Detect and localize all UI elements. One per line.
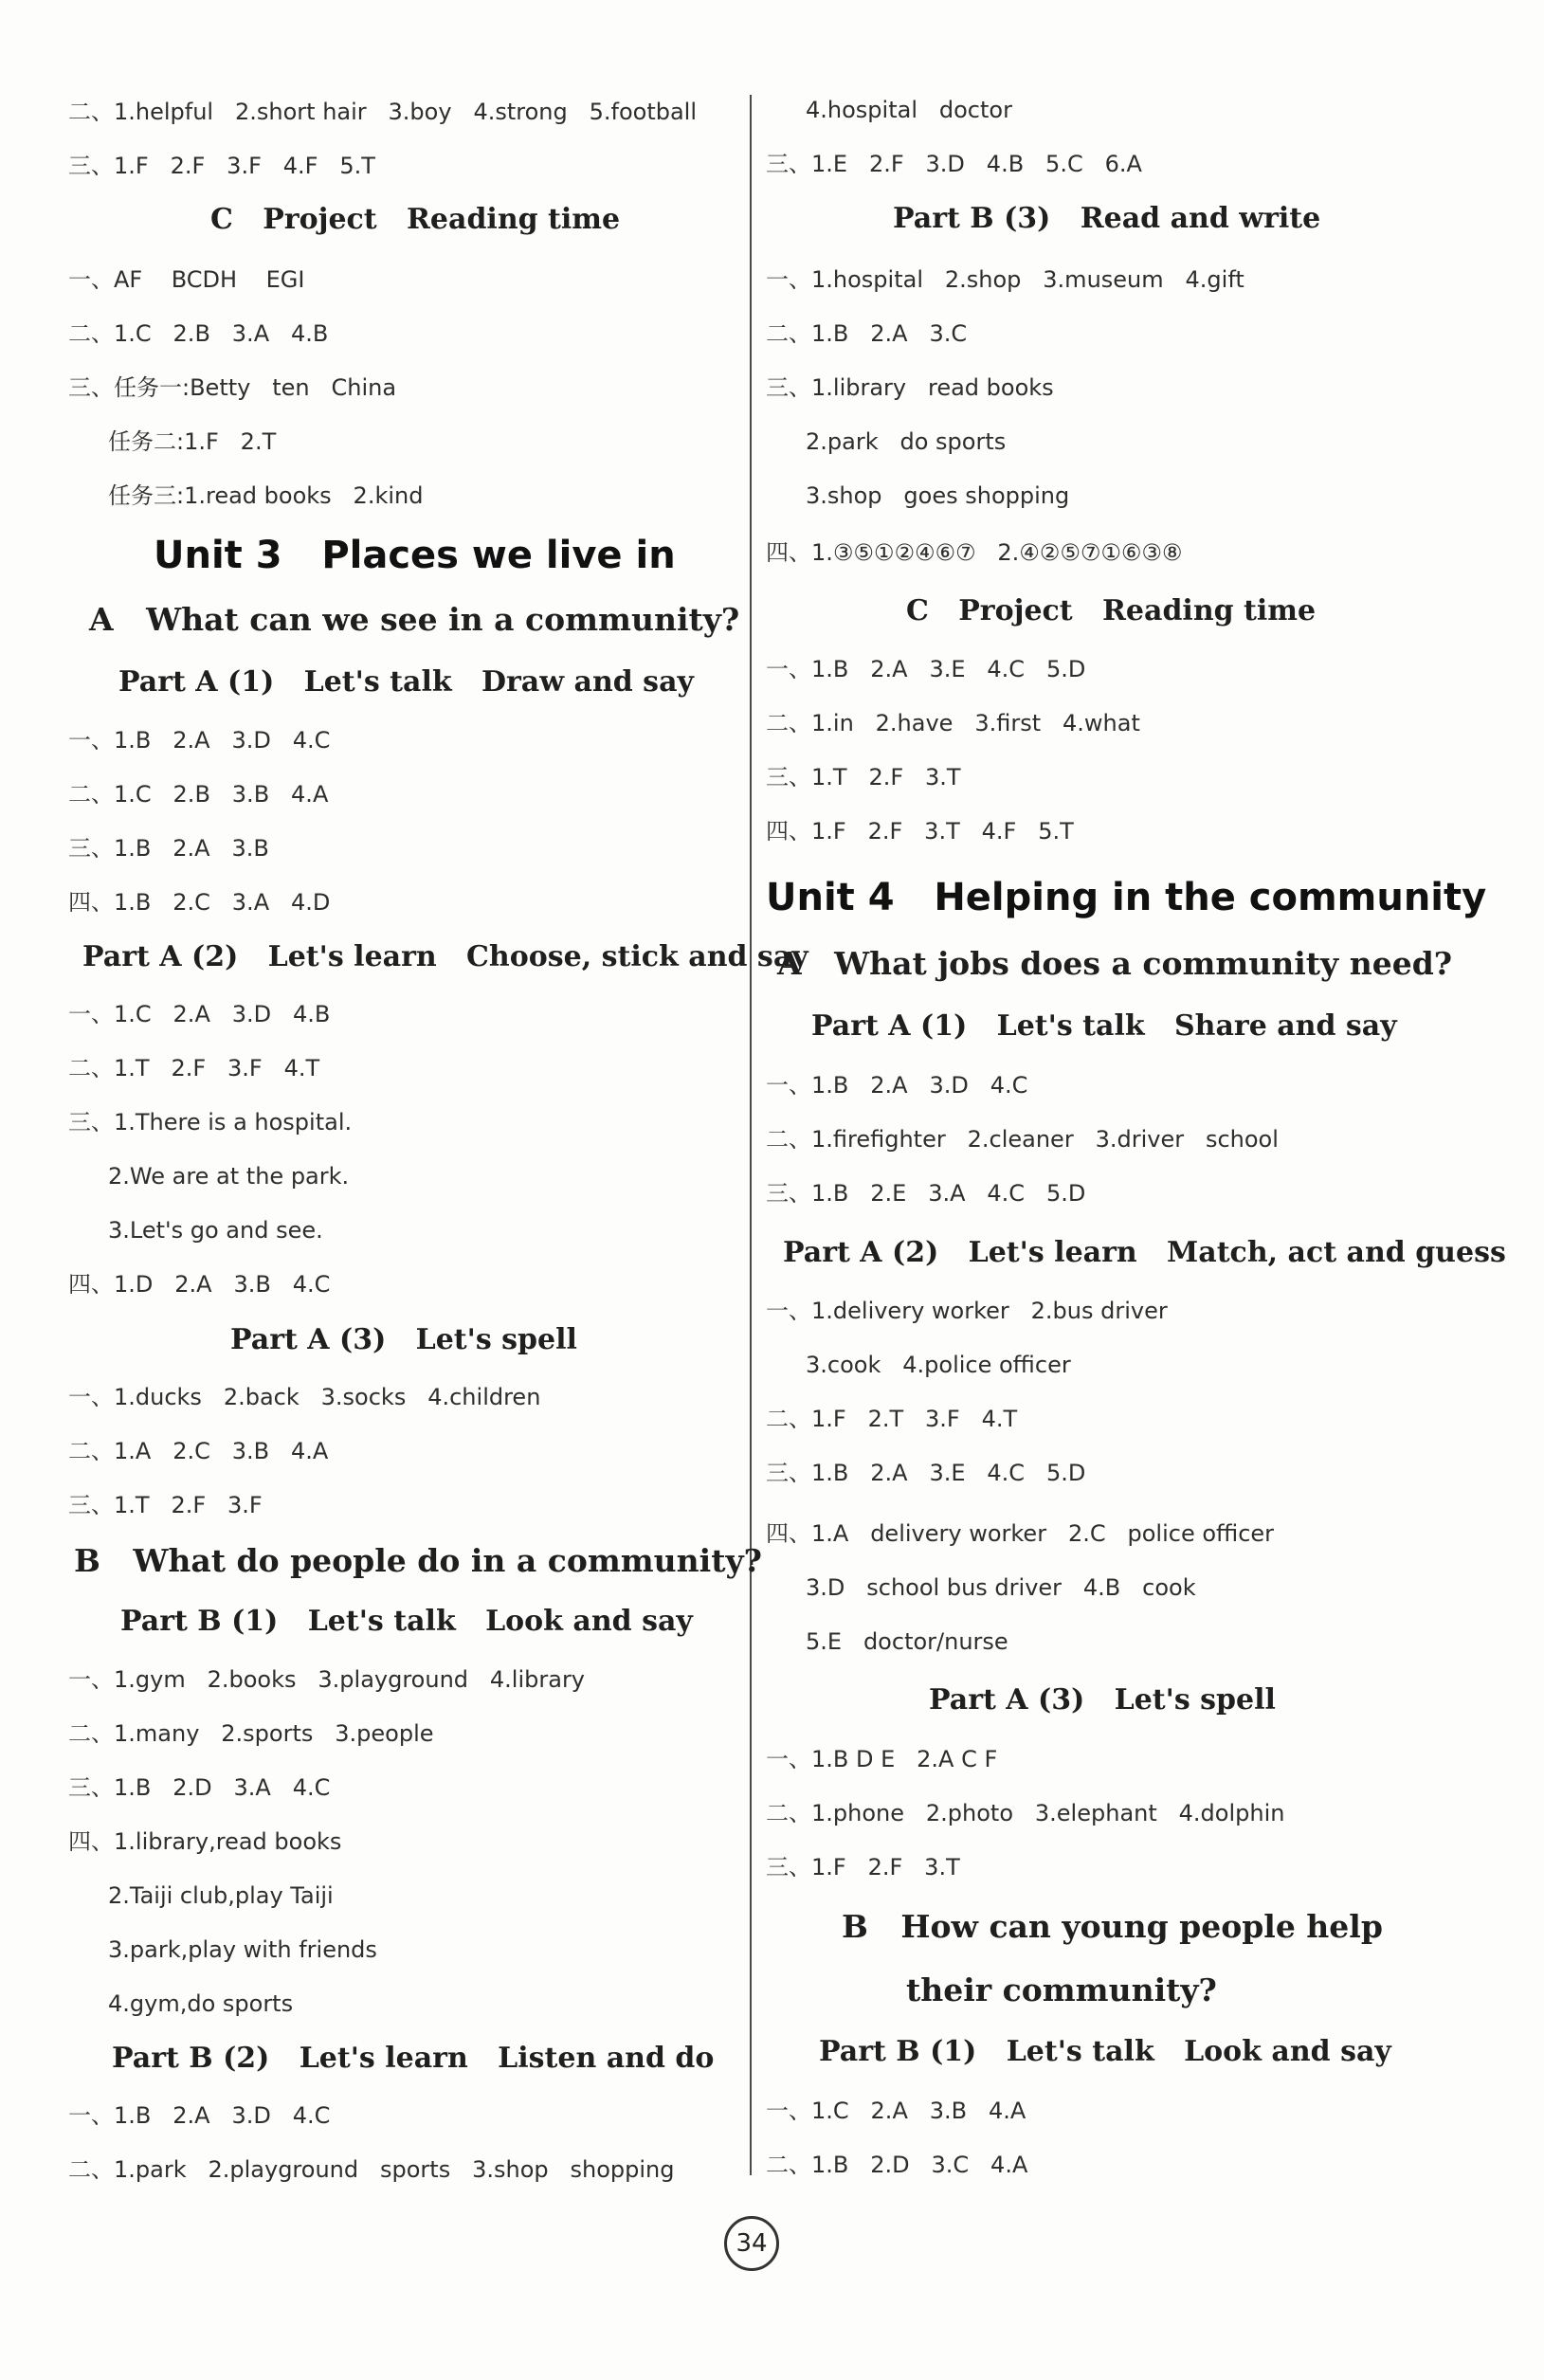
answer-line: 任务二:1.F 2.T (108, 428, 277, 455)
part-heading: Part A (2) Let's learn Match, act and guess (783, 1236, 1506, 1269)
answer-line: 3.cook 4.police officer (806, 1352, 1071, 1378)
answer-line: 一、1.C 2.A 3.B 4.A (766, 2098, 1026, 2124)
answer-line: 二、1.many 2.sports 3.people (68, 1720, 434, 1747)
answer-line: 一、1.B 2.A 3.D 4.C (68, 727, 331, 754)
answer-line: 5.E doctor/nurse (806, 1628, 1008, 1655)
answer-line: 三、1.B 2.A 3.B (68, 835, 269, 862)
answer-line: 二、1.in 2.have 3.first 4.what (766, 710, 1140, 736)
lesson-heading: B What do people do in a community? (74, 1542, 762, 1579)
answer-line: 三、1.F 2.F 3.T (766, 1854, 960, 1880)
column-divider (750, 95, 752, 2175)
page-number: 34 (724, 2216, 779, 2271)
answer-line: 四、1.③⑤①②④⑥⑦ 2.④②⑤⑦①⑥③⑧ (766, 539, 1183, 566)
answer-line: 一、1.B 2.A 3.D 4.C (766, 1072, 1028, 1099)
answer-line: 三、1.B 2.A 3.E 4.C 5.D (766, 1460, 1086, 1486)
unit-title: Unit 4 Helping in the community (766, 876, 1487, 919)
answer-line: 3.Let's go and see. (108, 1217, 323, 1244)
answer-line: 二、1.C 2.B 3.A 4.B (68, 320, 329, 347)
answer-line: 二、1.C 2.B 3.B 4.A (68, 781, 329, 808)
answer-line: 四、1.F 2.F 3.T 4.F 5.T (766, 818, 1074, 845)
part-heading: Part B (3) Read and write (893, 202, 1321, 235)
answer-line: 3.shop goes shopping (806, 482, 1070, 509)
answer-line: 三、1.T 2.F 3.F (68, 1492, 263, 1518)
answer-line: 三、1.F 2.F 3.F 4.F 5.T (68, 153, 375, 179)
answer-line: 一、1.ducks 2.back 3.socks 4.children (68, 1384, 541, 1410)
lesson-heading: A What jobs does a community need? (777, 945, 1453, 982)
part-heading: Part B (1) Let's talk Look and say (120, 1605, 693, 1638)
answer-line: 三、任务一:Betty ten China (68, 374, 397, 401)
answer-line: 二、1.T 2.F 3.F 4.T (68, 1055, 320, 1081)
answer-line: 二、1.firefighter 2.cleaner 3.driver school (766, 1126, 1279, 1153)
part-heading: Part B (2) Let's learn Listen and do (112, 2042, 715, 2075)
answer-line: 三、1.E 2.F 3.D 4.B 5.C 6.A (766, 151, 1142, 177)
answer-line: 二、1.A 2.C 3.B 4.A (68, 1438, 329, 1464)
part-heading: Part A (3) Let's spell (230, 1323, 577, 1356)
answer-line: 2.Taiji club,play Taiji (108, 1882, 334, 1909)
answer-line: 四、1.B 2.C 3.A 4.D (68, 889, 331, 916)
part-heading: Part B (1) Let's talk Look and say (819, 2035, 1391, 2068)
answer-line: 一、1.delivery worker 2.bus driver (766, 1298, 1168, 1324)
lesson-heading: A What can we see in a community? (89, 601, 740, 638)
answer-line: 三、1.B 2.E 3.A 4.C 5.D (766, 1180, 1086, 1207)
answer-line: 一、1.B D E 2.A C F (766, 1746, 998, 1772)
part-heading: Part A (3) Let's spell (929, 1683, 1276, 1717)
answer-line: 4.hospital doctor (806, 97, 1012, 123)
answer-line: 四、1.D 2.A 3.B 4.C (68, 1271, 331, 1298)
answer-line: 4.gym,do sports (108, 1990, 294, 2017)
section-heading: C Project Reading time (210, 203, 621, 236)
answer-line: 一、1.C 2.A 3.D 4.B (68, 1001, 331, 1027)
unit-title: Unit 3 Places we live in (154, 534, 676, 577)
answer-line: 3.D school bus driver 4.B cook (806, 1574, 1196, 1601)
answer-line: 三、1.library read books (766, 374, 1054, 401)
part-heading: Part A (1) Let's talk Share and say (811, 1009, 1397, 1043)
answer-line: 二、1.park 2.playground sports 3.shop shopping (68, 2156, 675, 2183)
answer-line: 三、1.There is a hospital. (68, 1109, 353, 1135)
answer-line: 四、1.A delivery worker 2.C police officer (766, 1520, 1275, 1547)
answer-line: 一、1.B 2.A 3.D 4.C (68, 2102, 331, 2129)
answer-line: 一、1.B 2.A 3.E 4.C 5.D (766, 656, 1086, 682)
answer-line: 3.park,play with friends (108, 1936, 377, 1963)
part-heading: Part A (1) Let's talk Draw and say (118, 665, 694, 699)
answer-line: 二、1.phone 2.photo 3.elephant 4.dolphin (766, 1800, 1285, 1826)
section-heading: C Project Reading time (906, 594, 1317, 627)
answer-line: 2.We are at the park. (108, 1163, 350, 1190)
answer-line: 四、1.library,read books (68, 1828, 342, 1855)
lesson-heading: their community? (906, 1971, 1217, 2008)
answer-line: 二、1.B 2.D 3.C 4.A (766, 2152, 1028, 2178)
answer-line: 三、1.B 2.D 3.A 4.C (68, 1774, 331, 1801)
answer-line: 二、1.helpful 2.short hair 3.boy 4.strong 5.football (68, 99, 698, 125)
answer-line: 一、1.hospital 2.shop 3.museum 4.gift (766, 266, 1244, 293)
answer-line: 三、1.T 2.F 3.T (766, 764, 961, 790)
answer-line: 任务三:1.read books 2.kind (108, 482, 424, 509)
answer-line: 2.park do sports (806, 428, 1007, 455)
part-heading: Part A (2) Let's learn Choose, stick and say (82, 940, 808, 973)
answer-line: 一、1.gym 2.books 3.playground 4.library (68, 1666, 586, 1693)
lesson-heading: B How can young people help (842, 1908, 1383, 1945)
answer-line: 一、AF BCDH EGI (68, 266, 305, 293)
answer-line: 二、1.F 2.T 3.F 4.T (766, 1406, 1018, 1432)
answer-line: 二、1.B 2.A 3.C (766, 320, 968, 347)
